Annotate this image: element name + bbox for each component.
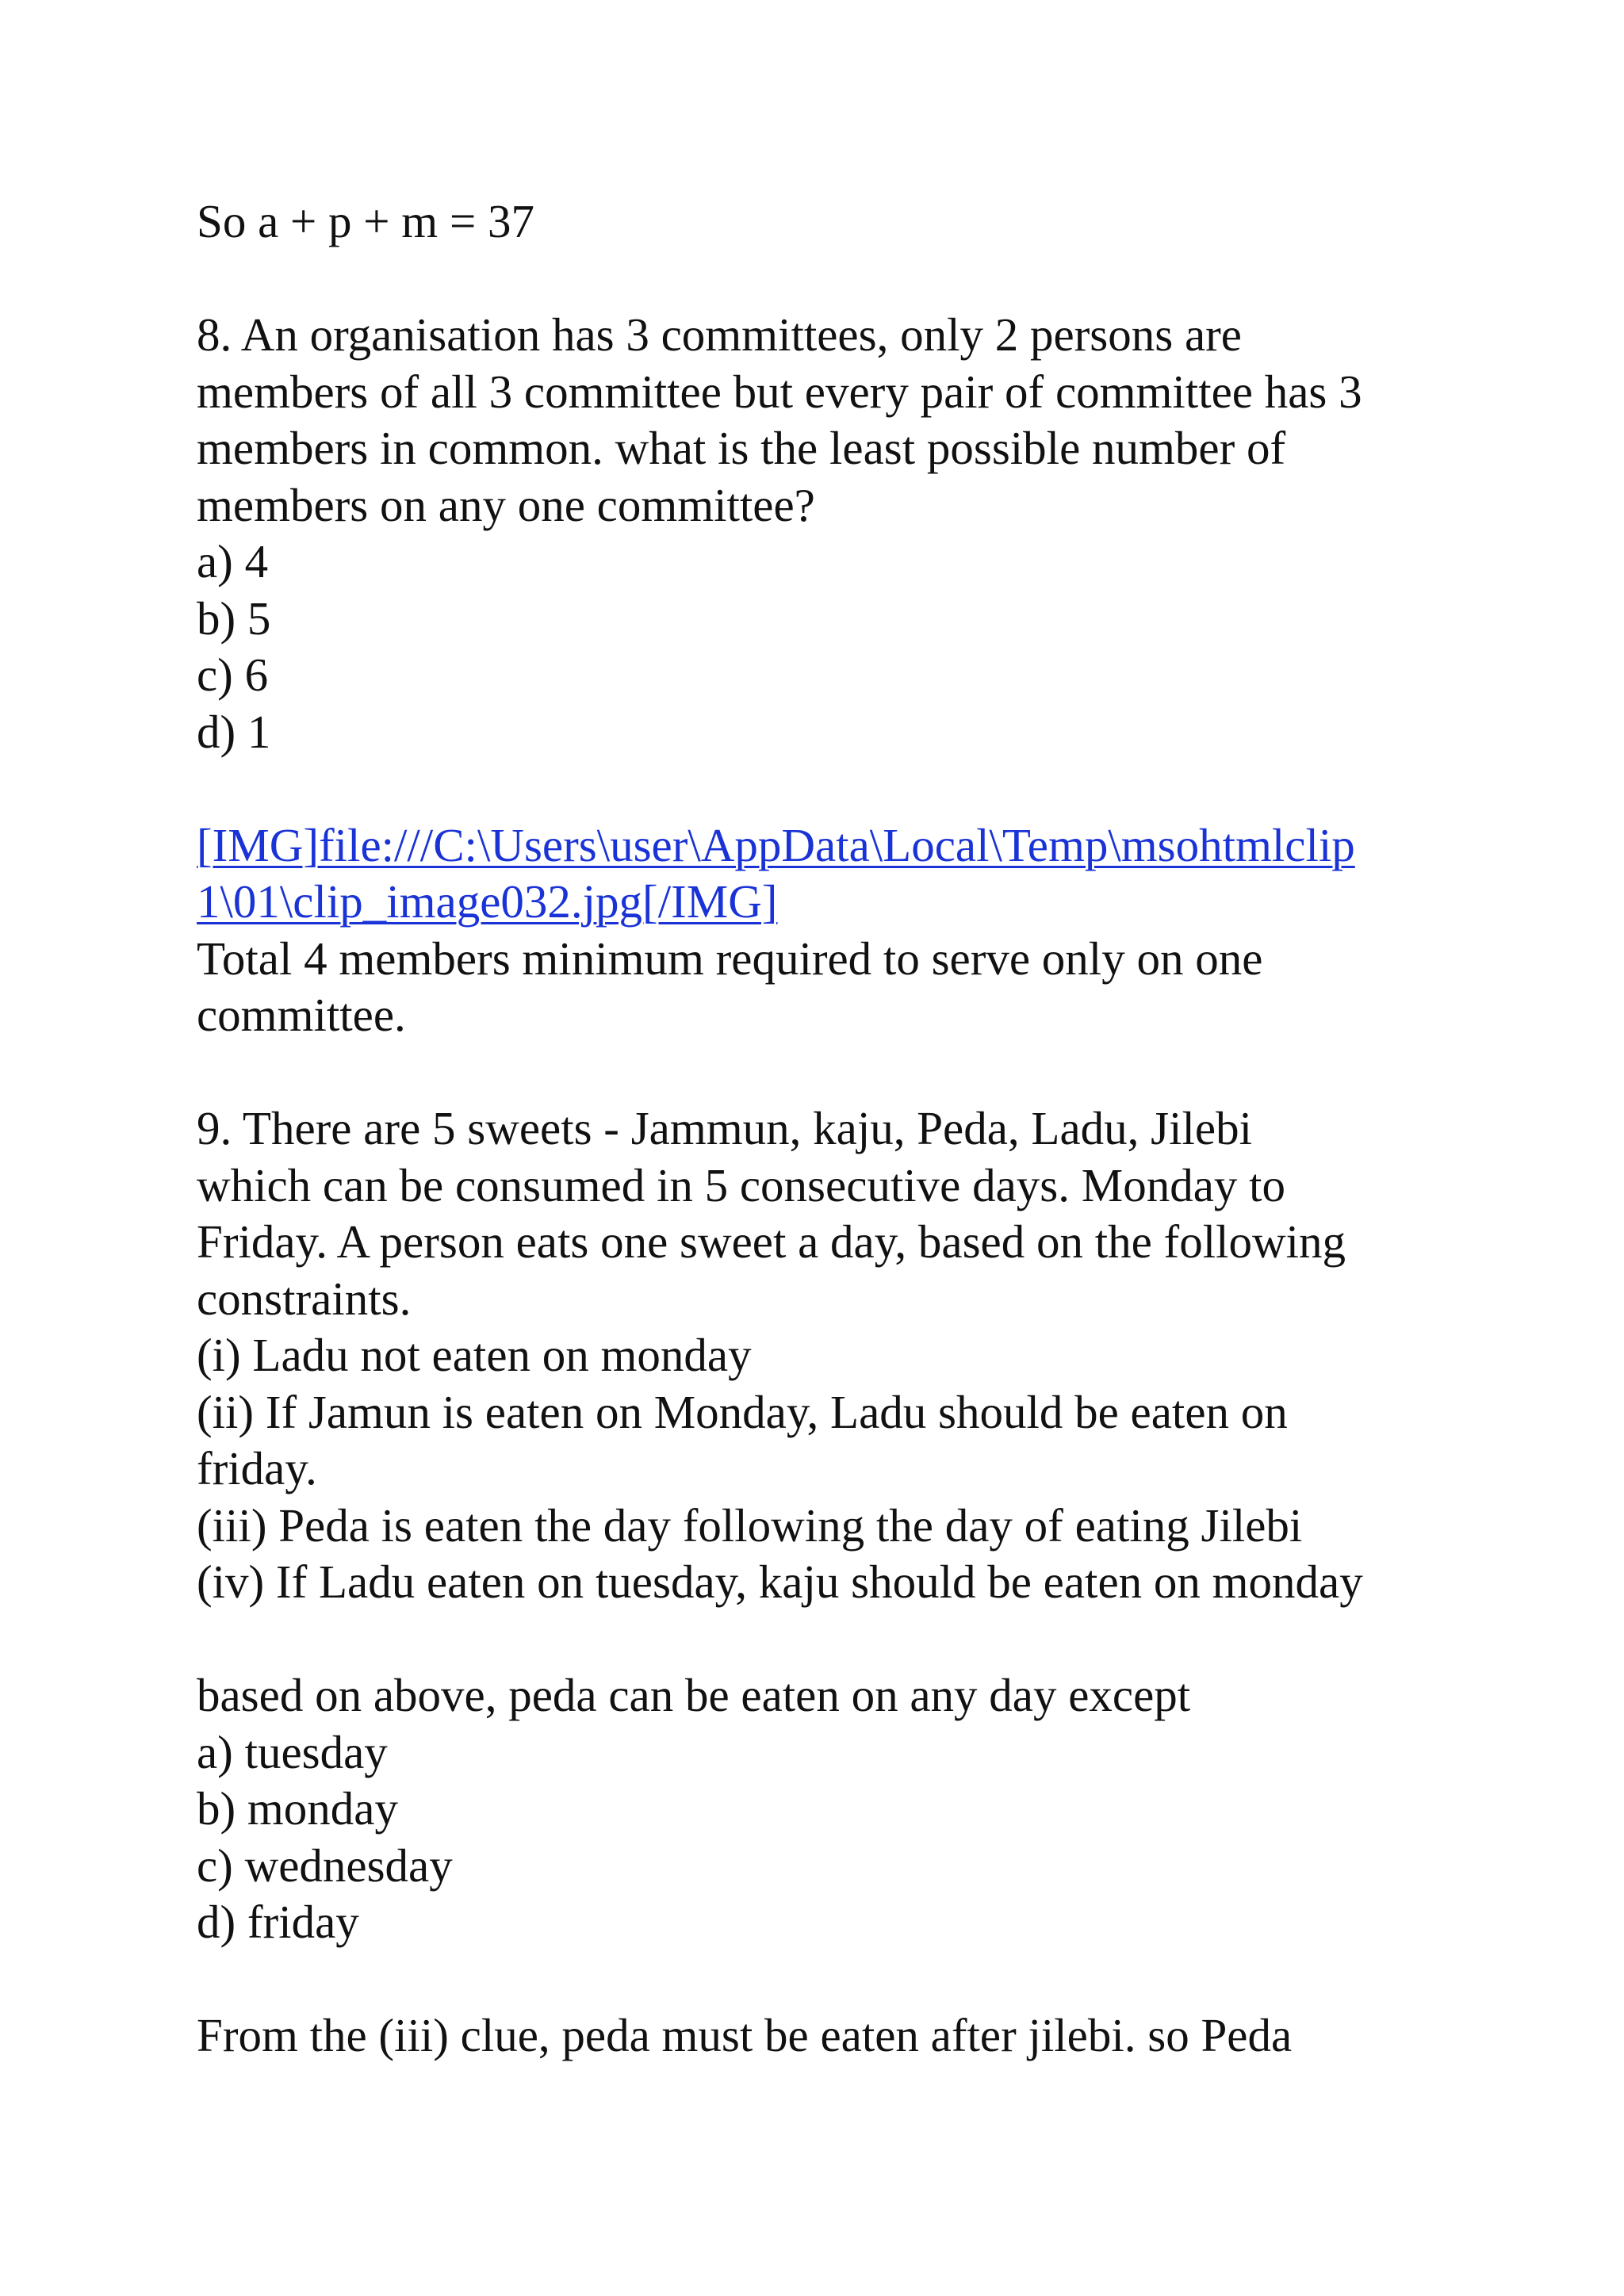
q9-option-a: a) tuesday bbox=[197, 1725, 388, 1778]
q8-option-c: c) 6 bbox=[197, 649, 269, 701]
q9-constraint-2: (ii) If Jamun is eaten on Monday, Ladu should be eaten on bbox=[197, 1385, 1288, 1438]
q8-option-d: d) 1 bbox=[197, 705, 271, 758]
q8-answer-line-1: Total 4 members minimum required to serve only on one bbox=[197, 932, 1263, 985]
blank-line bbox=[197, 251, 1434, 308]
intro-equation: So a + p + m = 37 bbox=[197, 195, 534, 247]
q9-constraint-2-cont: friday. bbox=[197, 1442, 317, 1494]
q8-image-link-line-2[interactable]: 1\01\clip_image032.jpg[/IMG] bbox=[197, 875, 778, 928]
q9-option-c: c) wednesday bbox=[197, 1839, 453, 1892]
blank-line bbox=[197, 760, 1434, 817]
q8-answer-line-2: committee. bbox=[197, 989, 406, 1041]
q8-question-line-2: members of all 3 committee but every pair of committee has 3 bbox=[197, 365, 1362, 418]
blank-line bbox=[197, 1951, 1434, 2008]
q8-option-a: a) 4 bbox=[197, 535, 269, 587]
q9-prompt: based on above, peda can be eaten on any day except bbox=[197, 1669, 1191, 1721]
q9-constraint-1: (i) Ladu not eaten on monday bbox=[197, 1329, 752, 1381]
q8-question-line-4: members on any one committee? bbox=[197, 478, 815, 531]
q9-option-d: d) friday bbox=[197, 1896, 359, 1948]
blank-line bbox=[197, 1044, 1434, 1101]
q8-option-b: b) 5 bbox=[197, 591, 271, 645]
blank-line bbox=[197, 1611, 1434, 1668]
q9-constraint-3: (iii) Peda is eaten the day following the day of eating Jilebi bbox=[197, 1498, 1303, 1552]
q9-solution-start: From the (iii) clue, peda must be eaten after jilebi. so Peda bbox=[197, 2009, 1293, 2061]
q9-question-line-4: constraints. bbox=[197, 1272, 412, 1325]
document-body bbox=[197, 193, 1434, 2064]
q9-constraint-4: (iv) If Ladu eaten on tuesday, kaju should be eaten on monday bbox=[197, 1556, 1363, 1608]
q9-question-line-2: which can be consumed in 5 consecutive days. Monday to bbox=[197, 1158, 1286, 1211]
q8-image-link-line-1[interactable]: [IMG]file:///C:\Users\user\AppData\Local\Temp\msohtmlclip bbox=[197, 818, 1355, 871]
q8-question-line-1: 8. An organisation has 3 committees, only 2 persons are bbox=[197, 308, 1242, 361]
q9-question-line-3: Friday. A person eats one sweet a day, based on the following bbox=[197, 1215, 1346, 1268]
q9-option-b: b) monday bbox=[197, 1782, 398, 1835]
q8-question-line-3: members in common. what is the least possible number of bbox=[197, 422, 1286, 474]
q9-question-line-1: 9. There are 5 sweets - Jammun, kaju, Peda, Ladu, Jilebi bbox=[197, 1102, 1252, 1154]
